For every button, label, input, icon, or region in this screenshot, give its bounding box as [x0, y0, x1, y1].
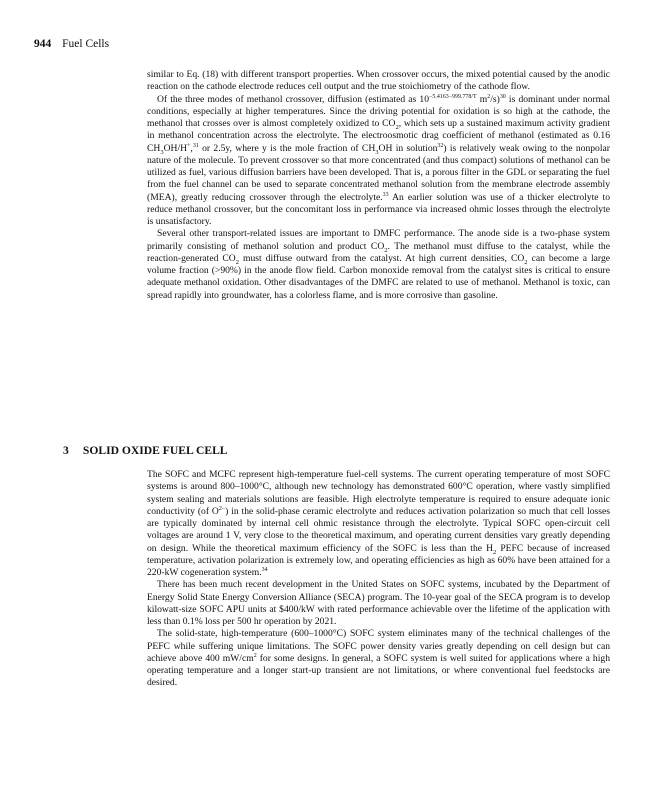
- citation-ref: 34: [261, 566, 268, 573]
- superscript: 2: [253, 652, 257, 659]
- body-text-top: [147, 69, 610, 302]
- citation-ref: 33: [382, 191, 389, 198]
- subscript: 3: [375, 148, 379, 156]
- superscript: +: [187, 142, 191, 149]
- section-title: SOLID OXIDE FUEL CELL: [82, 444, 228, 457]
- text-run: m: [476, 93, 488, 105]
- text-run: An earlier solution was use of a thicker electrolyte to reduce methanol crossover, but the concomitant loss in performance via increased ohmic losses through the electrolyte is unsatisfactory.: [147, 191, 610, 227]
- text-run: There has been much recent development in the United States on SOFC systems, incubated by the Department of Energy Solid State Energy Conversion Alliance (SECA) program. The 10-year goal of the SECA program is to develop kilowatt-size SOFC APU units at $400/kW with rated performance achievable over the lifetime of the application with less than 0.1% loss per 500 hr operation by 2021.: [147, 579, 610, 627]
- citation-ref: 31: [192, 142, 199, 149]
- text-run: Of the three modes of methanol crossover, diffusion (estimated as 10: [157, 93, 430, 105]
- paragraph: [147, 69, 610, 94]
- citation-ref: 30: [499, 93, 506, 100]
- running-title: Fuel Cells: [62, 38, 110, 50]
- text-run: OH/H: [163, 142, 188, 154]
- text-run: can become a large volume fraction (>90%) in the anode flow field. Carbon monoxide removal from the catalyst sites is critical to ensure adequate methanol oxidation. Other disadvantages of the DMFC are related to use of methanol. Methanol is toxic, can spread rapidly into groundwater, has a colorless flame, and is more corrosive than gasoline.: [147, 252, 610, 301]
- text-run: or 2.5y, where y is the mole fraction of CH: [198, 142, 376, 154]
- section-number: 3: [63, 444, 69, 457]
- text-run: Several other transport-related issues are important to DMFC performance. The anode side is a two-phase system primarily consisting of methanol solution and product CO: [147, 228, 610, 252]
- text-run: , which sets up a sustained maximum activity gradient in methanol concentration across the electrolyte. The electroosmotic drag coefficient of methanol (estimated as 0.16 CH: [147, 118, 610, 154]
- subscript: 3: [160, 148, 164, 156]
- text-run: ,: [190, 142, 193, 154]
- paragraph: [147, 469, 610, 579]
- paragraph: [147, 628, 610, 689]
- text-run: OH in solution: [378, 142, 438, 154]
- subscript: 2: [493, 548, 497, 556]
- text-run: similar to Eq. (18) with different transport properties. When crossover occurs, the mixed potential caused by the anodic reaction on the cathode electrode reduces cell output and the true stoichiometry of the cathode flow.: [147, 69, 610, 93]
- text-run: PEFC because of increased temperature, activation polarization is extremely low, and operating efficiencies as high as 60% have been attained for a 220-kW cogeneration system.: [147, 542, 610, 578]
- text-run: ) is relatively weak owing to the nonpolar nature of the molecule. To prevent crossover so that more concentrated (and thus compact) solutions of methanol can be utilized as fuel, various diffusion barriers have been developed. That is, a porous filter in the GDL or separating the fuel from the fuel channel can be used to separate concentrated methanol solution from the membrane electrode assembly (MEA), greatly reducing crossover through the electrolyte.: [147, 142, 610, 203]
- text-run: The SOFC and MCFC represent high-temperature fuel-cell systems. The current operating temperature of most SOFC systems is around 800–1000°C, although new technology has demonstrated 600°C operation, where vastly simplified system sealing and materials solutions are feasible. High electrolyte temperature is required to ensure adequate ionic conductivity (of O: [147, 469, 610, 517]
- citation-ref: 32: [437, 142, 444, 149]
- text-run: The solid-state, high-temperature (600–1000°C) SOFC system eliminates many of the technical challenges of the PEFC while suffering unique limitations. The SOFC power density varies greatly depending on cell design but can achieve above 400 mW/cm: [147, 628, 610, 664]
- text-run: for some designs. In general, a SOFC system is well suited for applications where a high operating temperature and a longer start-up transient are not limitations, or where conventional fuel feedstocks are desired.: [147, 652, 610, 689]
- superscript: 2: [487, 93, 491, 100]
- running-header: [34, 37, 109, 51]
- text-run: ) in the solid-phase ceramic electrolyte and reduces activation polarization so much that cell losses are typically dominated by internal cell ohmic resistance through the electrolyte. Typical SOFC open-circuit cell voltages are around 1 V, very close to the theoretical maximum, and operating current densities vary greatly depending on design. While the theoretical maximum efficiency of the SOFC is less than the H: [147, 505, 610, 554]
- paragraph: [147, 228, 610, 302]
- subscript: 2: [384, 246, 388, 254]
- text-run: . The methanol must diffuse to the catalyst, while the reaction-generated CO: [147, 240, 610, 264]
- body-text-bottom: [147, 469, 610, 690]
- superscript: −5.4163−999.778/T: [429, 93, 477, 100]
- paragraph: [147, 579, 610, 628]
- superscript: 2−: [218, 505, 226, 512]
- subscript: 2: [395, 123, 399, 131]
- paragraph: [147, 94, 610, 229]
- text-run: is dominant under normal conditions, especially at higher temperatures. Since the driving potential for oxidation is so high at the cathode, the methanol that crosses over is almost completely oxidized to CO: [147, 93, 611, 129]
- text-run: /s): [490, 93, 500, 105]
- subscript: 2: [235, 258, 239, 266]
- page-number: 944: [34, 38, 52, 50]
- subscript: 2: [524, 258, 528, 266]
- section-heading: [63, 444, 228, 458]
- text-run: must diffuse outward from the catalyst. At high current densities, CO: [238, 252, 525, 264]
